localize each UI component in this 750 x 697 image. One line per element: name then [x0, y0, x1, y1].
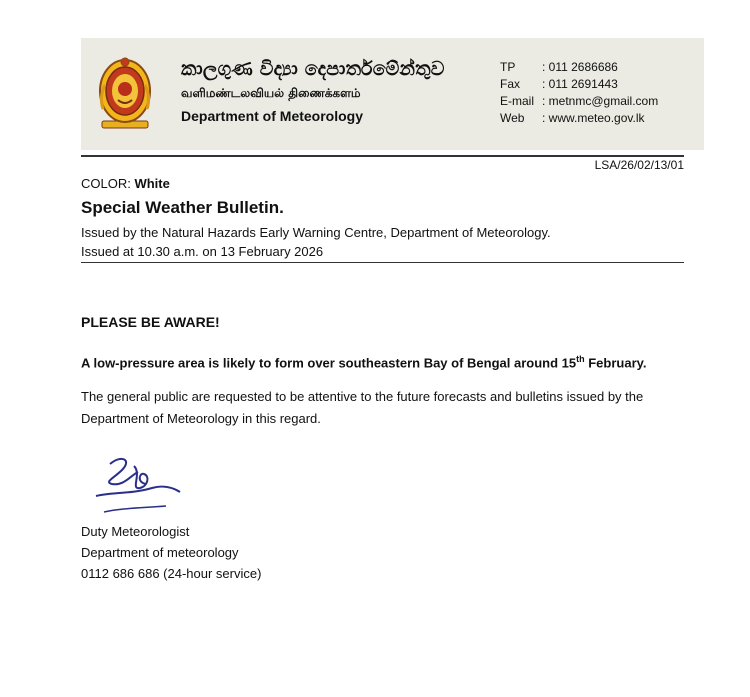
- signatory-phone: 0112 686 686 (24-hour service): [81, 566, 262, 581]
- contact-label: TP: [500, 60, 516, 74]
- signatory-block: [81, 521, 261, 584]
- signatory-title: Duty Meteorologist: [81, 524, 190, 539]
- bulletin-title: Special Weather Bulletin.: [81, 198, 284, 217]
- low-pressure-month: February.: [584, 355, 647, 371]
- issued-at: Issued at 10.30 a.m. on 13 February 2026: [81, 244, 324, 259]
- website-url: : www.meteo.gov.lk: [542, 111, 645, 125]
- sri-lanka-emblem-icon: [97, 53, 153, 133]
- color-value: White: [134, 176, 170, 191]
- issue-info: [81, 223, 551, 261]
- low-pressure-text: A low-pressure area is likely to form over southeastern Bay of Bengal around 15: [81, 355, 577, 371]
- contact-label: E-mail: [500, 94, 535, 108]
- fax-number: : 011 2691443: [542, 77, 618, 91]
- contact-block: [500, 59, 658, 127]
- email-address: : metnmc@gmail.com: [542, 94, 659, 108]
- letterhead: [81, 38, 704, 150]
- contact-row-email: [500, 93, 658, 110]
- public-notice: The general public are requested to be attentive to the future forecasts and bulletins issued by the Department of Meteorology in this regard.: [81, 389, 644, 426]
- org-name-tamil: வளிமண்டலவியல் திணைக்களம்: [181, 86, 361, 100]
- alert-heading: PLEASE BE AWARE!: [81, 314, 220, 330]
- contact-row-web: [500, 110, 658, 127]
- color-label: COLOR:: [81, 176, 131, 191]
- organization-names: [181, 58, 445, 124]
- header-divider: [81, 155, 684, 157]
- signature-image: [82, 452, 190, 520]
- low-pressure-statement: [81, 354, 647, 370]
- org-name-english: Department of Meteorology: [181, 108, 364, 124]
- reference-number: LSA/26/02/13/01: [594, 158, 684, 172]
- org-name-sinhala: කාලගුණ විද්‍යා දෙපාර්තමේන්තුව: [181, 58, 445, 80]
- color-code: [81, 176, 170, 191]
- contact-label: Web: [500, 111, 525, 125]
- contact-label: Fax: [500, 77, 521, 91]
- issued-by: Issued by the Natural Hazards Early Warning Centre, Department of Meteorology.: [81, 225, 551, 240]
- section-divider: [81, 262, 684, 263]
- date-suffix: th: [576, 354, 585, 364]
- signatory-department: Department of meteorology: [81, 545, 239, 560]
- phone-number: : 011 2686686: [542, 60, 618, 74]
- contact-row-fax: [500, 76, 658, 93]
- contact-row-phone: [500, 59, 658, 76]
